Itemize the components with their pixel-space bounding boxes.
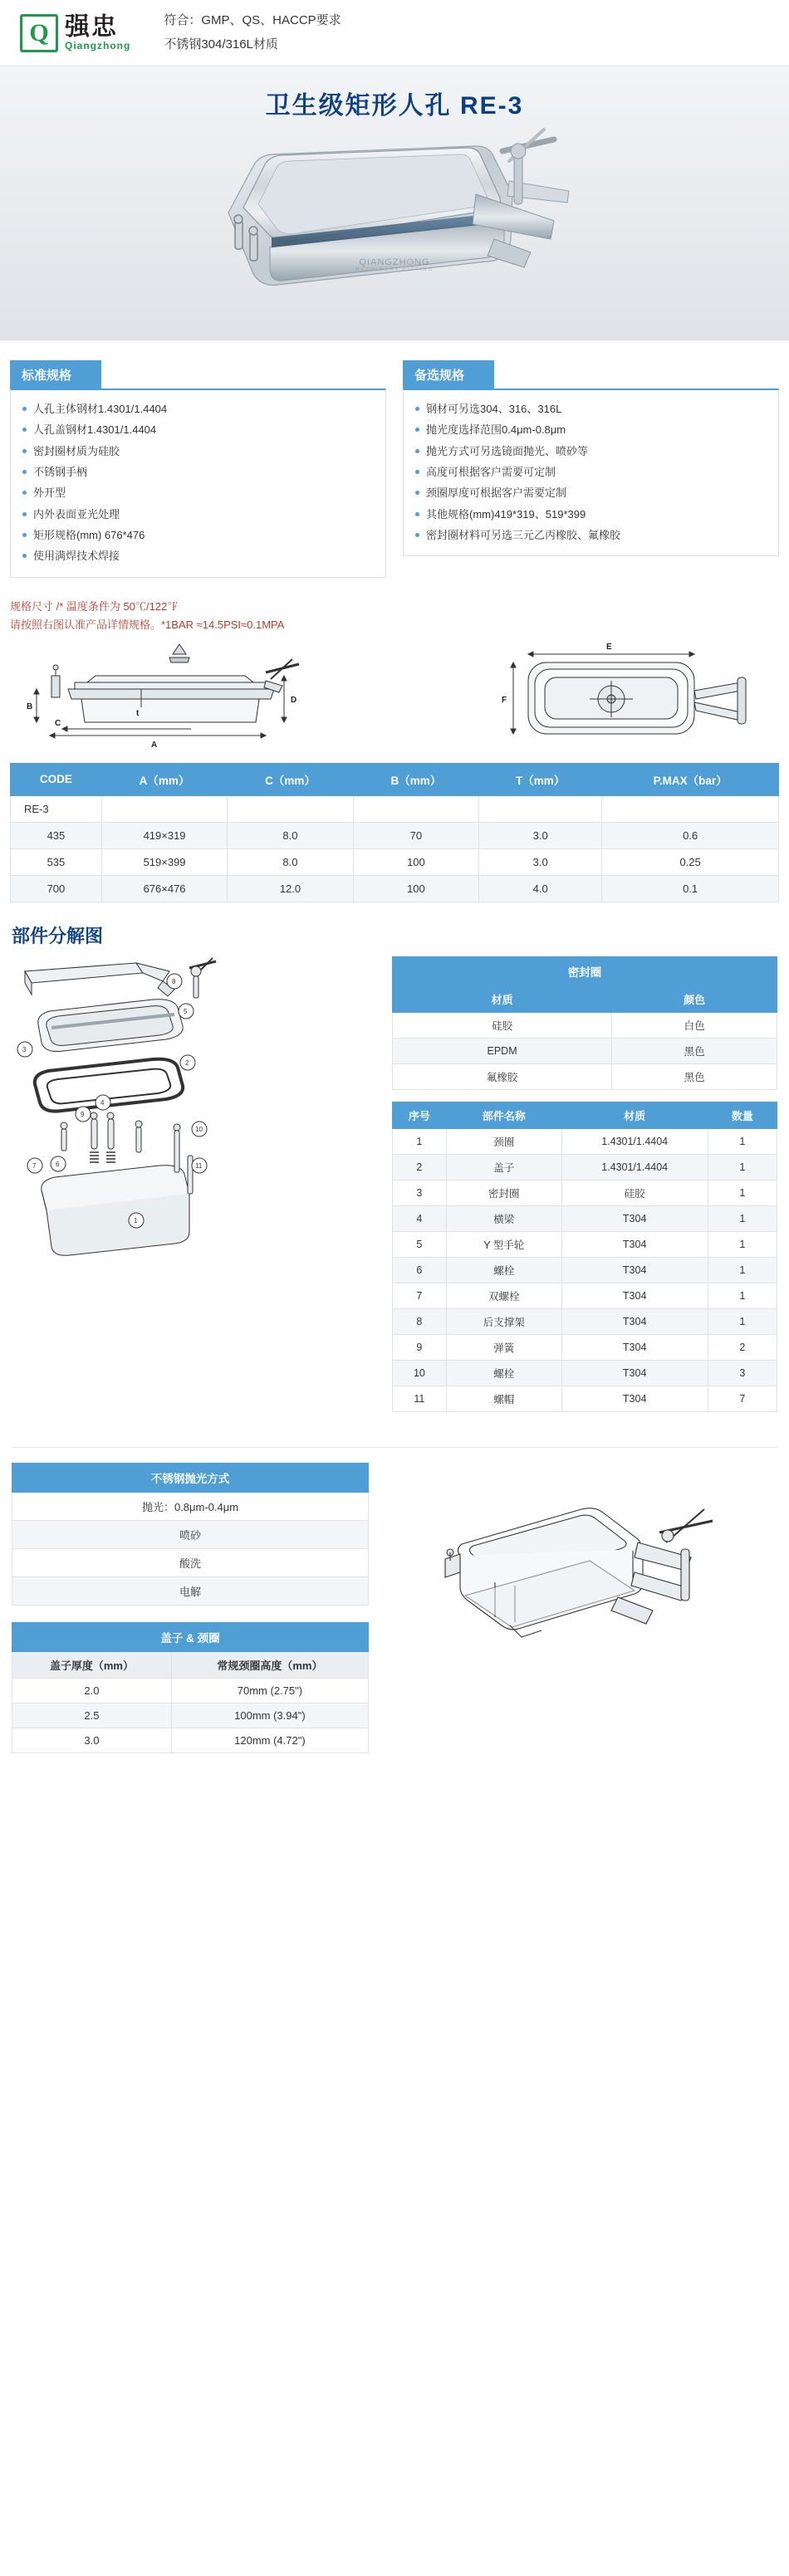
cell-index: 7 [393,1283,447,1308]
neck-table [12,1622,369,1753]
logo-letter: Q [29,18,49,46]
exploded-section-title: 部件分解图 [12,925,104,946]
list-item: 矩形规格(mm) 676*476 [22,525,374,545]
cell-a: 519×399 [101,848,227,875]
dimension-note-line-2: 请按照右图认准产品详情规格。*1BAR ≈14.5PSI≈0.1MPA [10,618,285,631]
column-header-neck-height: 常规颈圈高度（mm） [171,1651,368,1678]
cell-b: 70 [353,822,478,848]
finish-tables [12,1463,369,1770]
cell-partname: Y 型手轮 [446,1231,561,1257]
cell-material: 硅胶 [561,1180,708,1205]
compliance-line-2: 不锈钢304/316L材质 [164,37,278,51]
table-row [393,1257,777,1283]
cell-qty: 3 [708,1360,777,1386]
polish-table [12,1463,369,1606]
drawing-label-t: t [136,708,140,718]
table-row [393,1308,777,1334]
brand-logo [20,14,130,52]
table-row [12,1520,369,1548]
cell-material: EPDM [393,1038,612,1063]
cell-c: 8.0 [228,848,353,875]
callout-10: 10 [195,1125,203,1133]
column-header-partname: 部件名称 [446,1102,561,1128]
cell-material: T304 [561,1308,708,1334]
cell-color: 白色 [612,1012,777,1038]
cell-index: 4 [393,1205,447,1231]
cell-partname: 螺栓 [446,1257,561,1283]
drawing-label-B: B [27,701,33,711]
specifications-section [0,340,789,586]
cell-partname: 螺帽 [446,1386,561,1411]
cell-b: 100 [353,848,478,875]
table-row [393,1063,777,1089]
cell-material: T304 [561,1257,708,1283]
cell-index: 2 [393,1154,447,1180]
standard-spec-box [10,389,386,578]
cell-code: RE-3 [11,795,102,822]
callout-8: 8 [172,977,176,985]
cell-polish: 酸洗 [12,1548,369,1576]
table-row [393,1128,777,1154]
cell-qty: 1 [708,1180,777,1205]
cell-t [479,795,602,822]
cell-partname: 颈圈 [446,1128,561,1154]
cell-qty: 2 [708,1334,777,1360]
cell-material: T304 [561,1334,708,1360]
column-header-index: 序号 [393,1102,447,1128]
logo-mark-icon [20,14,58,52]
cell-material: 1.4301/1.4404 [561,1154,708,1180]
cell-index: 1 [393,1128,447,1154]
dimension-table [10,763,779,902]
column-header-color: 颜色 [612,985,777,1012]
drawing-label-D: D [291,695,297,705]
finish-section [0,1448,789,1795]
cell-color: 黑色 [612,1038,777,1063]
callout-6: 6 [56,1160,60,1168]
optional-spec-box [403,389,779,556]
column-header-qty: 数量 [708,1102,777,1128]
cell-material: T304 [561,1205,708,1231]
neck-table-caption: 盖子 & 颈圈 [12,1622,369,1651]
cell-b [353,795,478,822]
cell-material: T304 [561,1283,708,1308]
table-header-row [12,1651,369,1678]
cell-c [228,795,353,822]
cell-partname: 密封圈 [446,1180,561,1205]
list-item: 密封圈材料可另选三元乙丙橡胶、氟橡胶 [415,525,767,545]
header-compliance [164,9,341,56]
table-row [11,822,779,848]
list-item: 外开型 [22,482,374,503]
cell-index: 6 [393,1257,447,1283]
cell-qty: 1 [708,1231,777,1257]
list-item: 其他规格(mm)419*319、519*399 [415,504,767,525]
table-row [393,1283,777,1308]
isometric-drawing [385,1463,777,1770]
cell-material: 氟橡胶 [393,1063,612,1089]
callout-9: 9 [81,1110,85,1118]
logo-name-en: Qiangzhong [65,39,131,51]
table-row [393,1231,777,1257]
cell-pmax [602,795,779,822]
cell-qty: 1 [708,1257,777,1283]
list-item: 人孔主体钢材1.4301/1.4404 [22,398,374,419]
cell-material: T304 [561,1386,708,1411]
table-row [11,875,779,902]
table-row [393,1012,777,1038]
cell-index: 5 [393,1231,447,1257]
cell-lid-thickness: 2.0 [12,1678,172,1703]
cell-partname: 双螺栓 [446,1283,561,1308]
callout-1: 1 [134,1216,138,1224]
page-title: 卫生级矩形人孔 RE-3 [265,92,524,120]
table-row [12,1703,369,1728]
drawing-label-F: F [502,695,507,705]
cell-qty: 7 [708,1386,777,1411]
hero-banner [0,66,789,340]
list-item: 抛光方式可另选镜面抛光、喷砂等 [415,441,767,462]
standard-spec-column [10,360,386,578]
cell-neck-height: 100mm (3.94") [171,1703,368,1728]
drawing-top-view [498,639,772,751]
cell-a: 676×476 [101,875,227,902]
cell-a [101,795,227,822]
cell-neck-height: 120mm (4.72") [171,1728,368,1752]
watermark [355,257,434,272]
callout-3: 3 [22,1045,27,1053]
callout-11: 11 [195,1161,203,1170]
list-item: 密封圈材质为硅胶 [22,441,374,462]
cell-pmax: 0.25 [602,848,779,875]
table-header-row [11,763,779,795]
cell-partname: 盖子 [446,1154,561,1180]
page-header [0,0,789,66]
cell-code: 535 [11,848,102,875]
exploded-diagram [12,956,377,1424]
gasket-table [392,956,777,1090]
list-item: 使用满焊技术焊接 [22,545,374,566]
table-row [393,1205,777,1231]
table-row [393,1360,777,1386]
column-header-material: 材质 [393,985,612,1012]
callout-5: 5 [184,1007,188,1015]
table-row [12,1576,369,1605]
cell-qty: 1 [708,1128,777,1154]
list-item: 内外表面亚光处理 [22,504,374,525]
cell-c: 8.0 [228,822,353,848]
drawing-label-E: E [606,642,612,652]
technical-drawings [0,634,789,760]
cell-partname: 横梁 [446,1205,561,1231]
column-header-b: B（mm） [353,763,478,795]
cell-color: 黑色 [612,1063,777,1089]
column-header-t: T（mm） [479,763,602,795]
cell-lid-thickness: 2.5 [12,1703,172,1728]
product-photo [179,115,610,322]
cell-index: 3 [393,1180,447,1205]
cell-pmax: 0.1 [602,875,779,902]
table-header-row [393,985,777,1012]
drawing-side-view [17,639,365,751]
table-header-row [393,1102,777,1128]
table-row [12,1548,369,1576]
cell-t: 4.0 [479,875,602,902]
cell-material: T304 [561,1231,708,1257]
table-row [393,1180,777,1205]
table-row [12,1678,369,1703]
table-row [11,848,779,875]
dimension-note [10,598,779,634]
standard-spec-heading: 标准规格 [10,360,101,389]
list-item: 颈圈厚度可根据客户需要定制 [415,482,767,503]
cell-lid-thickness: 3.0 [12,1728,172,1752]
cell-index: 11 [393,1386,447,1411]
column-header-lid-thickness: 盖子厚度（mm） [12,1651,172,1678]
logo-name-cn: 强忠 [65,13,118,42]
polish-table-caption: 不锈钢抛光方式 [12,1463,369,1492]
cell-material: T304 [561,1360,708,1386]
gasket-table-caption: 密封圈 [393,956,777,985]
watermark-secondary: MACHINERY FITTING [355,267,434,272]
table-row [393,1334,777,1360]
callout-7: 7 [32,1161,37,1170]
cell-partname: 螺栓 [446,1360,561,1386]
cell-qty: 1 [708,1154,777,1180]
cell-index: 9 [393,1334,447,1360]
cell-qty: 1 [708,1205,777,1231]
exploded-section [0,956,789,1432]
cell-a: 419×319 [101,822,227,848]
cell-polish: 喷砂 [12,1520,369,1548]
column-header-pmax: P.MAX（bar） [602,763,779,795]
drawing-label-C: C [55,718,61,728]
cell-material: 1.4301/1.4404 [561,1128,708,1154]
cell-t: 3.0 [479,822,602,848]
optional-spec-column [403,360,779,578]
column-header-material: 材质 [561,1102,708,1128]
list-item: 钢材可另选304、316、316L [415,398,767,419]
table-row [11,795,779,822]
optional-spec-heading: 备选规格 [403,360,494,389]
cell-t: 3.0 [479,848,602,875]
cell-polish: 抛光：0.8μm-0.4μm [12,1492,369,1520]
cell-code: 435 [11,822,102,848]
cell-neck-height: 70mm (2.75") [171,1678,368,1703]
list-item: 高度可根据客户需要可定制 [415,462,767,482]
cell-qty: 1 [708,1283,777,1308]
cell-c: 12.0 [228,875,353,902]
table-row [393,1038,777,1063]
cell-polish: 电解 [12,1576,369,1605]
drawing-label-A: A [151,740,158,750]
cell-code: 700 [11,875,102,902]
cell-qty: 1 [708,1308,777,1334]
list-item: 不锈钢手柄 [22,462,374,482]
list-item: 抛光度选择范围0.4μm-0.8μm [415,419,767,440]
watermark-primary: QIANGZHONG [359,257,430,267]
compliance-line-1: 符合：GMP、QS、HACCP要求 [164,13,341,27]
cell-pmax: 0.6 [602,822,779,848]
column-header-c: C（mm） [228,763,353,795]
callout-2: 2 [185,1058,189,1067]
logo-text [65,14,130,51]
list-item: 人孔盖钢材1.4301/1.4404 [22,419,374,440]
cell-partname: 后支撑架 [446,1308,561,1334]
cell-material: 硅胶 [393,1012,612,1038]
cell-b: 100 [353,875,478,902]
table-row [12,1728,369,1752]
table-row [12,1492,369,1520]
callout-4: 4 [100,1098,105,1107]
column-header-code: CODE [11,763,102,795]
dimension-note-line-1: 规格尺寸 /* 温度条件为 50℃/122℉ [10,599,179,613]
cell-index: 8 [393,1308,447,1334]
cell-partname: 弹簧 [446,1334,561,1360]
exploded-tables [392,956,777,1424]
cell-index: 10 [393,1360,447,1386]
column-header-a: A（mm） [101,763,227,795]
parts-table [392,1102,777,1412]
table-row [393,1154,777,1180]
table-row [393,1386,777,1411]
